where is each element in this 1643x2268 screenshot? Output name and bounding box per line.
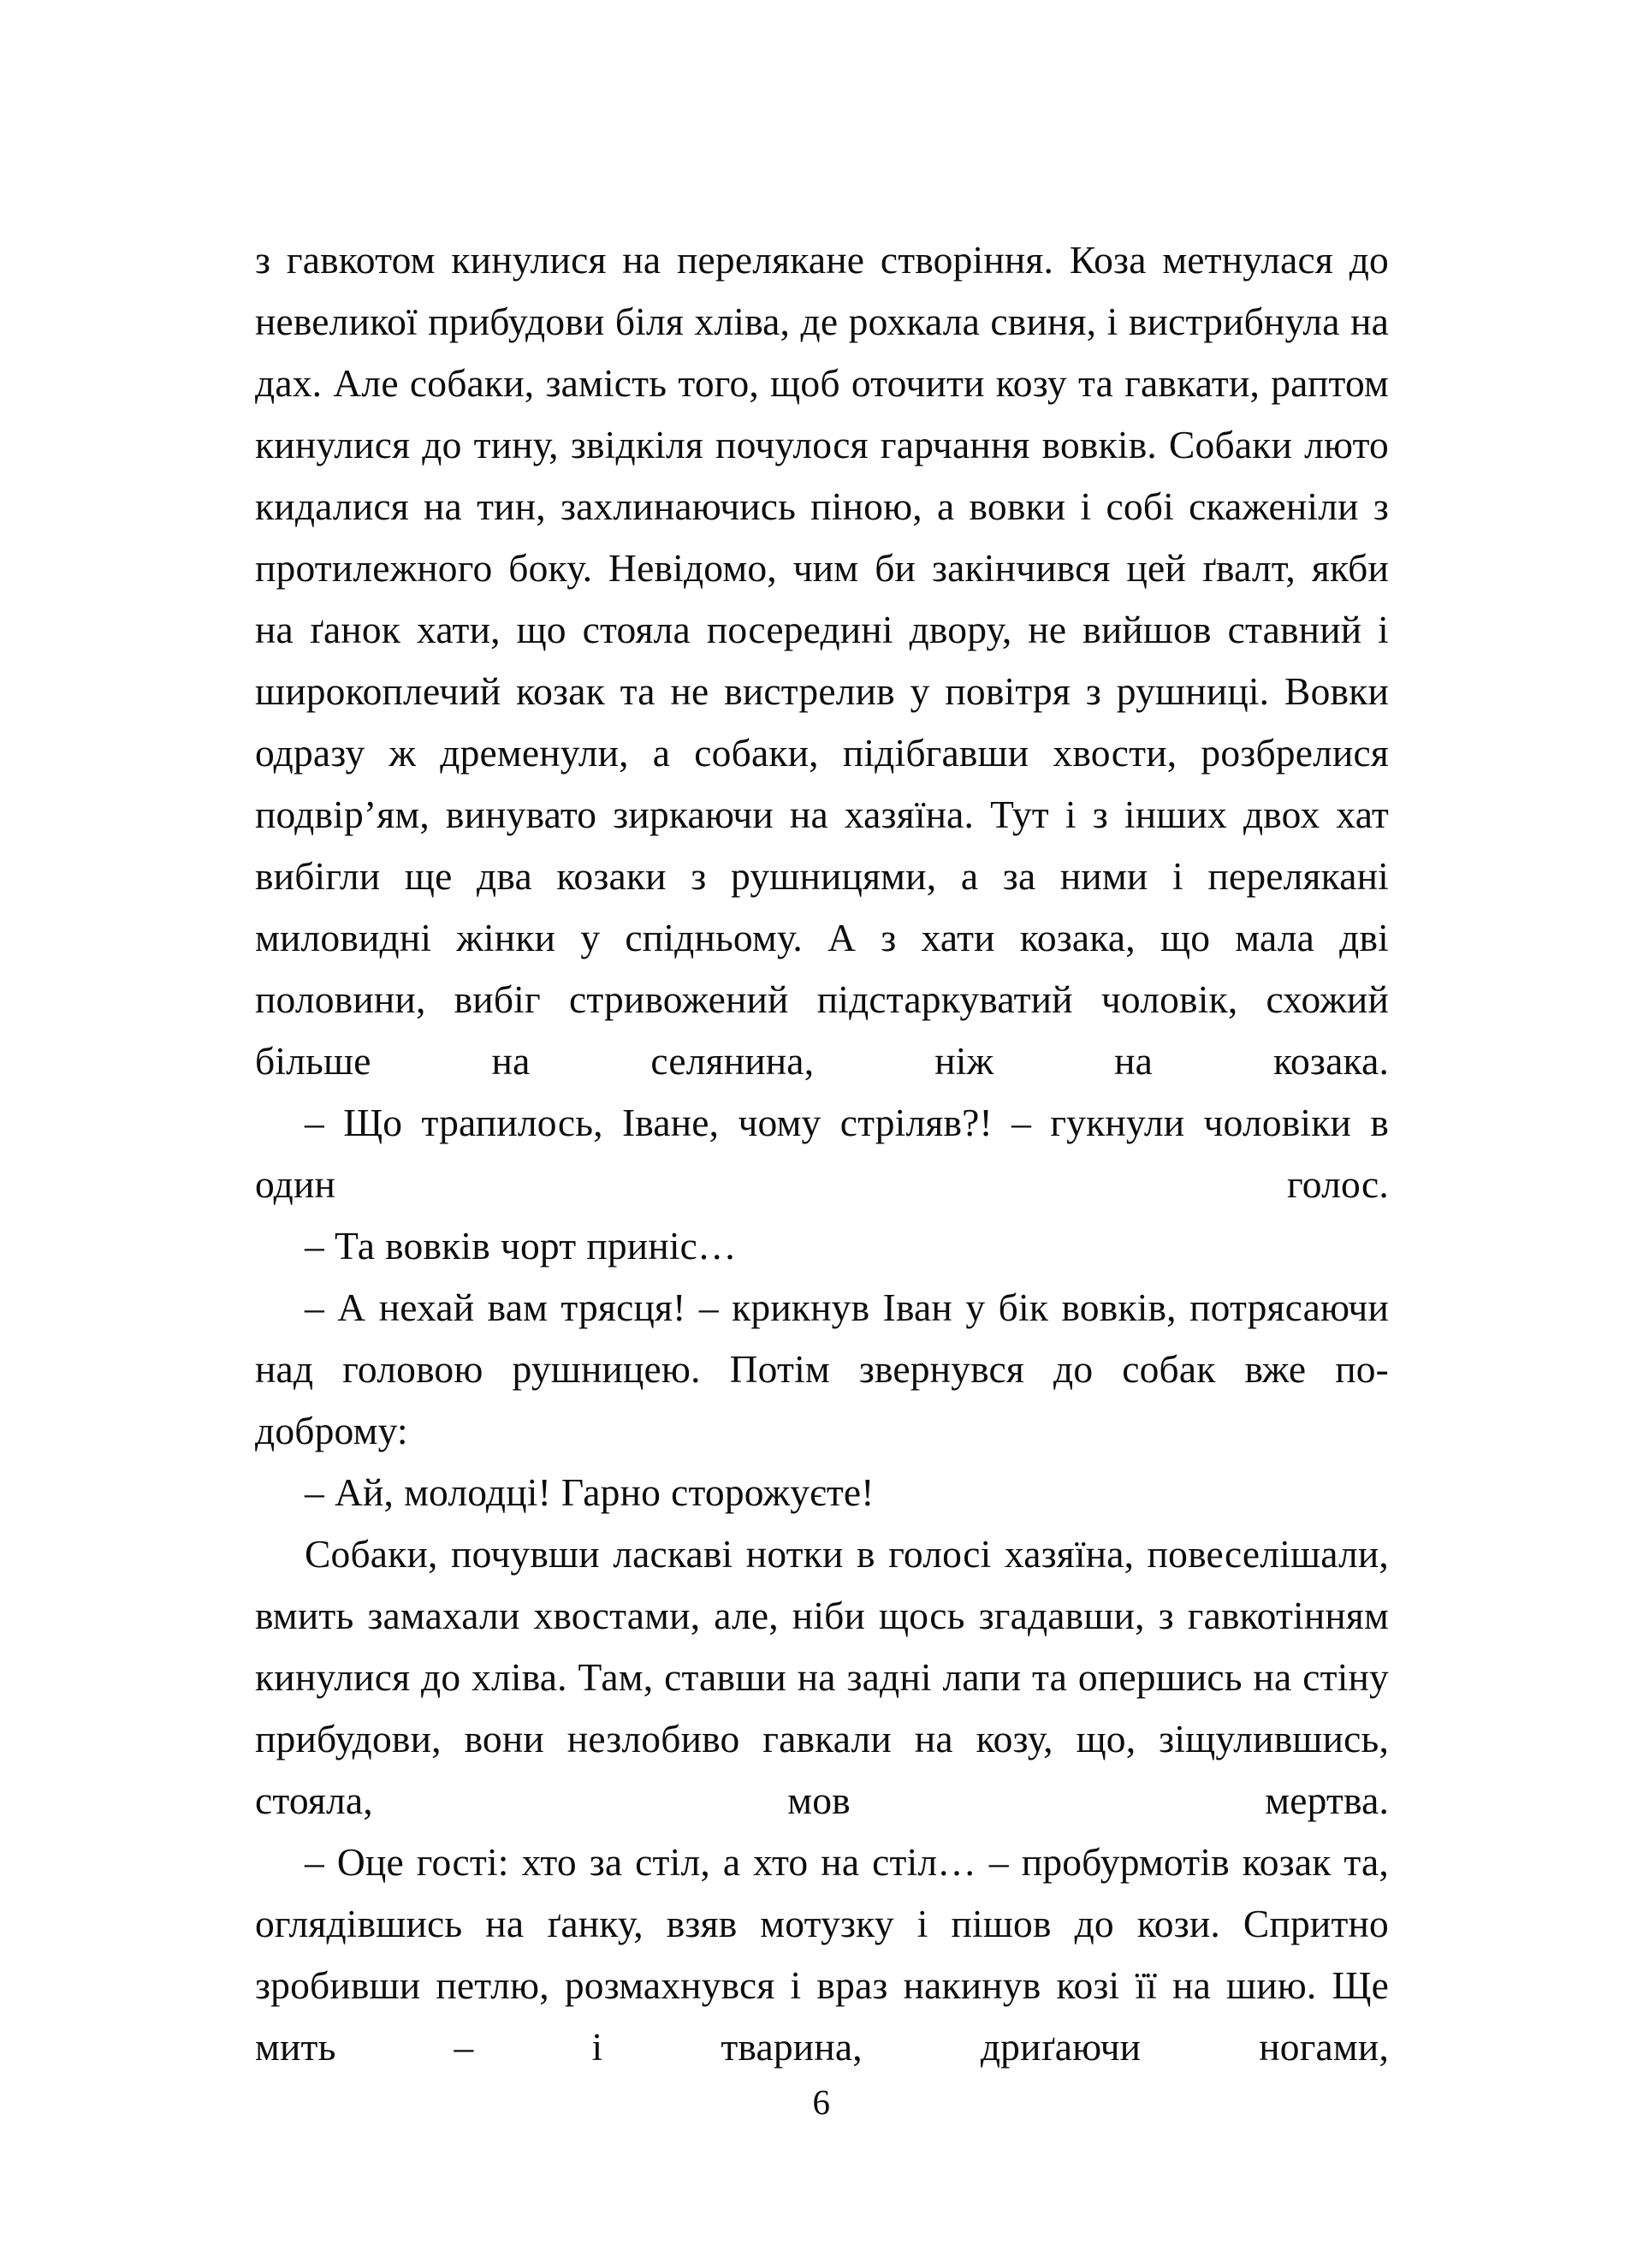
dialogue-line-curse: – А нехай вам трясця! – крикнув Іван у бік вовків, потрясаючи над головою рушницею. Потім звернувся до собак вже по-доброму:: [255, 1285, 1389, 1452]
dialogue-line-praise: – Ай, молодці! Гарно сторожуєте!: [305, 1470, 875, 1514]
paragraph-dogs: Собаки, почувши ласкаві нотки в голосі хазяїна, повеселішали, вмить замахали хвостами, але, ніби щось згадавши, з гавкотінням кинулися до хліва. Там, ставши на задні лапи та опершись на стіну прибудови, вони незлобиво гавкали на козу, що, зіщулившись, стояла, мов мертва.: [255, 1532, 1389, 1822]
paragraph-guests: – Оце гості: хто за стіл, а хто на стіл… – пробурмотів козак та, оглядівшись на ґанку, взяв мотузку і пішов до кози. Спритно зробивши петлю, розмахнувся і враз накинув козі її на шию. Ще мить – і тварина, дриґаючи ногами,: [255, 1840, 1389, 2069]
dialogue-line-reply: – Та вовків чорт приніс…: [305, 1224, 737, 1268]
paragraph-continuation: з гавкотом кинулися на перелякане створіння. Коза метнулася до невеликої прибудови біля хліва, де рохкала свиня, і вистрибнула на дах. Але собаки, замість того, щоб оточити козу та гавкати, раптом кинулися до тину, звідкіля почулося гарчання вовків. Собаки люто кидалися на тин, захлинаючись піною, а вовки і собі скаженіли з протилежного боку. Невідомо, чим би закінчився цей ґвалт, якби на ґанок хати, що стояла посередині двору, не вийшов ставний і широкоплечий козак та не вистрелив у повітря з рушниці. Вовки одразу ж дременули, а собаки, підібгавши хвости, розбрелися подвір’ям, винувато зиркаючи на хазяїна. Тут і з інших двох хат вибігли ще два козаки з рушницями, а за ними і перелякані миловидні жінки у спідньому. А з хати козака, що мала дві половини, вибіг стривожений підстаркуватий чоловік, схожий більше на селянина, ніж на козака.: [255, 238, 1389, 1083]
page-number: 6: [812, 2082, 831, 2122]
body-text-column: [255, 229, 1389, 2078]
dialogue-line-question: – Що трапилось, Іване, чому стріляв?! – гукнули чоловіки в один голос.: [255, 1101, 1389, 1206]
